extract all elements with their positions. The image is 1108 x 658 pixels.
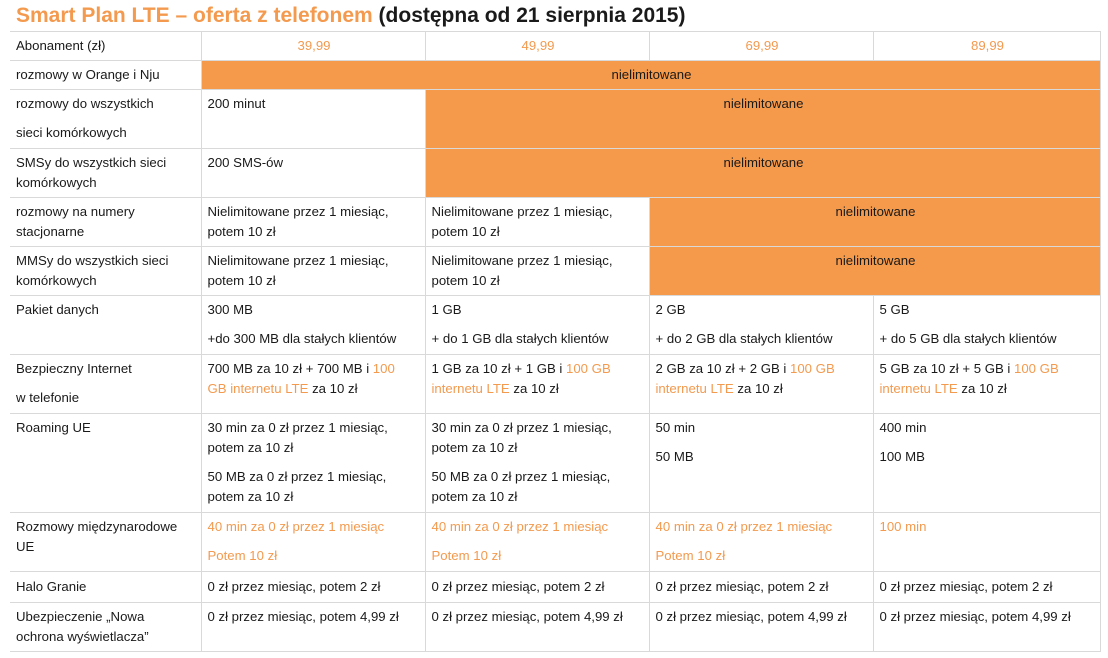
cell-text: 200 minut: [207, 96, 266, 111]
table-row: [10, 149, 1100, 198]
cell-text: potem za 10 zł: [431, 489, 518, 504]
cell-text: 300 MB: [207, 302, 253, 317]
cell-highlight: 100 GB: [566, 361, 611, 376]
price-cell: 89,99: [873, 32, 1100, 61]
value-cell: [873, 603, 1100, 652]
table-row: [10, 90, 1100, 149]
row-label: [10, 90, 201, 149]
value-cell: [201, 414, 425, 513]
value-cell: 0 zł przez miesiąc, potem 2 zł: [649, 572, 873, 603]
cell-text: 0 zł przez miesiąc, potem 4,99 zł: [431, 609, 623, 624]
cell-text: potem 10 zł: [207, 224, 276, 239]
cell-highlight: 40 min za 0 zł przez 1 miesiąc: [207, 519, 385, 534]
value-cell: [201, 296, 425, 355]
cell-highlight: Potem 10 zł: [207, 548, 278, 563]
cell-text: nielimitowane: [835, 253, 916, 268]
value-cell: [649, 603, 873, 652]
cell-text: + do 5 GB dla stałych klientów: [879, 331, 1057, 346]
page-title: [16, 4, 685, 28]
label-line: w telefonie: [16, 390, 80, 405]
row-label: [10, 513, 201, 572]
cell-text: 50 MB za 0 zł przez 1 miesiąc,: [431, 469, 611, 484]
value-cell: [649, 414, 873, 513]
cell-text: 1 GB za 10 zł + 1 GB i: [431, 361, 567, 376]
value-cell: [873, 355, 1100, 414]
unlimited-cell: [649, 247, 1100, 296]
value-cell: [425, 296, 649, 355]
label-line: Rozmowy międzynarodowe: [16, 519, 178, 534]
value-cell: [873, 513, 1100, 572]
table-row: [10, 247, 1100, 296]
cell-text: + do 2 GB dla stałych klientów: [655, 331, 833, 346]
cell-text: 1 GB: [431, 302, 462, 317]
cell-text: Nielimitowane przez 1 miesiąc,: [431, 204, 613, 219]
unlimited-cell: [425, 149, 1100, 198]
cell-highlight: Potem 10 zł: [655, 548, 726, 563]
unlimited-cell: [425, 90, 1100, 149]
cell-highlight: internetu LTE: [655, 381, 734, 396]
label-line: komórkowych: [16, 273, 97, 288]
label-line: Bezpieczny Internet: [16, 361, 132, 376]
cell-text: 0 zł przez miesiąc, potem 4,99 zł: [207, 609, 399, 624]
value-cell: [425, 513, 649, 572]
cell-highlight: Potem 10 zł: [431, 548, 502, 563]
value-cell: [201, 149, 425, 198]
row-label: [10, 149, 201, 198]
cell-text: potem 10 zł: [431, 273, 500, 288]
row-label: [10, 603, 201, 652]
row-label: [10, 355, 201, 414]
table-row: [10, 513, 1100, 572]
cell-text: 2 GB: [655, 302, 686, 317]
value-cell: [201, 198, 425, 247]
value-cell: [649, 355, 873, 414]
row-label: [10, 414, 201, 513]
value-cell: [425, 355, 649, 414]
value-cell: [649, 296, 873, 355]
label-line: SMSy do wszystkich sieci: [16, 155, 167, 170]
value-cell: [425, 414, 649, 513]
cell-text: + do 1 GB dla stałych klientów: [431, 331, 609, 346]
cell-text: 0 zł przez miesiąc, potem 4,99 zł: [879, 609, 1071, 624]
label-line: MMSy do wszystkich sieci: [16, 253, 169, 268]
cell-highlight: 100 min: [879, 519, 927, 534]
row-label: [10, 198, 201, 247]
cell-text: za 10 zł: [308, 381, 358, 396]
row-label: Abonament (zł): [10, 32, 201, 61]
row-label: [10, 296, 201, 355]
label-line: Ubezpieczenie „Nowa: [16, 609, 145, 624]
value-cell: [201, 90, 425, 149]
cell-highlight: internetu LTE: [879, 381, 958, 396]
cell-text: za 10 zł: [509, 381, 559, 396]
cell-text: 700 MB za 10 zł + 700 MB i: [207, 361, 373, 376]
label-line: Roaming UE: [16, 420, 91, 435]
row-label: Halo Granie: [10, 572, 201, 603]
cell-highlight: 40 min za 0 zł przez 1 miesiąc: [655, 519, 833, 534]
value-cell: [649, 513, 873, 572]
label-line: komórkowych: [16, 175, 97, 190]
unlimited-cell: nielimitowane: [201, 61, 1100, 90]
row-label: [10, 247, 201, 296]
cell-highlight: 100 GB: [790, 361, 835, 376]
cell-text: 30 min za 0 zł przez 1 miesiąc,: [207, 420, 388, 435]
table-row: [10, 296, 1100, 355]
cell-text: nielimitowane: [723, 155, 804, 170]
cell-highlight: 100 GB: [1014, 361, 1059, 376]
table-row: [10, 603, 1100, 652]
title-dark: (dostępna od 21 sierpnia 2015): [378, 4, 686, 27]
cell-highlight: internetu LTE: [431, 381, 510, 396]
price-cell: 49,99: [425, 32, 649, 61]
value-cell: [201, 247, 425, 296]
table-row: [10, 61, 1100, 90]
cell-text: Nielimitowane przez 1 miesiąc,: [207, 253, 389, 268]
label-line: UE: [16, 539, 35, 554]
value-cell: [425, 198, 649, 247]
label-line: Pakiet danych: [16, 302, 99, 317]
table-row: [10, 414, 1100, 513]
cell-text: nielimitowane: [723, 96, 804, 111]
value-cell: [425, 603, 649, 652]
price-cell: 39,99: [201, 32, 425, 61]
row-label: rozmowy w Orange i Nju: [10, 61, 201, 90]
cell-text: 30 min za 0 zł przez 1 miesiąc,: [431, 420, 612, 435]
table-row: [10, 355, 1100, 414]
plans-table: [10, 31, 1101, 652]
table-row: [10, 572, 1100, 603]
unlimited-cell: [649, 198, 1100, 247]
cell-text: za 10 zł: [733, 381, 783, 396]
cell-text: potem 10 zł: [207, 273, 276, 288]
cell-text: potem za 10 zł: [431, 440, 518, 455]
value-cell: [873, 414, 1100, 513]
cell-text: +do 300 MB dla stałych klientów: [207, 331, 397, 346]
value-cell: [201, 355, 425, 414]
cell-text: Nielimitowane przez 1 miesiąc,: [431, 253, 613, 268]
cell-text: nielimitowane: [835, 204, 916, 219]
cell-text: 2 GB za 10 zł + 2 GB i: [655, 361, 791, 376]
cell-text: 100 MB: [879, 449, 925, 464]
cell-text: 50 min: [655, 420, 696, 435]
value-cell: [201, 603, 425, 652]
cell-text: 50 MB: [655, 449, 694, 464]
cell-text: potem za 10 zł: [207, 440, 294, 455]
cell-text: potem za 10 zł: [207, 489, 294, 504]
cell-text: potem 10 zł: [431, 224, 500, 239]
label-line: ochrona wyświetlacza”: [16, 629, 149, 644]
cell-text: Nielimitowane przez 1 miesiąc,: [207, 204, 389, 219]
cell-text: 200 SMS-ów: [207, 155, 283, 170]
cell-text: za 10 zł: [957, 381, 1007, 396]
cell-text: 5 GB za 10 zł + 5 GB i: [879, 361, 1015, 376]
cell-text: 5 GB: [879, 302, 910, 317]
cell-text: 50 MB za 0 zł przez 1 miesiąc,: [207, 469, 387, 484]
cell-text: 0 zł przez miesiąc, potem 4,99 zł: [655, 609, 847, 624]
label-line: rozmowy na numery: [16, 204, 135, 219]
title-orange: Smart Plan LTE – oferta z telefonem: [16, 4, 373, 27]
table-row: [10, 32, 1100, 61]
value-cell: 0 zł przez miesiąc, potem 2 zł: [873, 572, 1100, 603]
cell-highlight: 40 min za 0 zł przez 1 miesiąc: [431, 519, 609, 534]
value-cell: 0 zł przez miesiąc, potem 2 zł: [425, 572, 649, 603]
label-line: sieci komórkowych: [16, 125, 127, 140]
value-cell: [873, 296, 1100, 355]
value-cell: [201, 513, 425, 572]
table-row: [10, 198, 1100, 247]
value-cell: 0 zł przez miesiąc, potem 2 zł: [201, 572, 425, 603]
cell-highlight: GB internetu LTE: [207, 381, 309, 396]
label-line: rozmowy do wszystkich: [16, 96, 154, 111]
cell-highlight: 100: [372, 361, 395, 376]
label-line: stacjonarne: [16, 224, 85, 239]
price-cell: 69,99: [649, 32, 873, 61]
cell-text: 400 min: [879, 420, 927, 435]
value-cell: [425, 247, 649, 296]
